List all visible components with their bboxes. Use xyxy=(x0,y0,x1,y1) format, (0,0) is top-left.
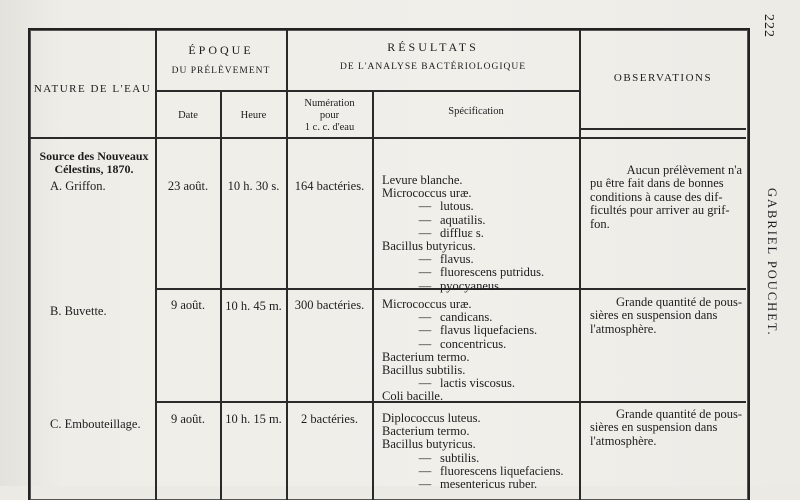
row-a-date: 23 août. xyxy=(167,179,209,193)
observation-line: ficultés pour arriver au grif- xyxy=(590,203,730,218)
header-resultats: RÉSULTATS xyxy=(387,40,479,54)
running-head: GABRIEL POUCHET. xyxy=(765,188,779,337)
row-b-heure: 10 h. 45 m. xyxy=(225,299,282,313)
row-a-specification xyxy=(382,174,544,293)
observation-line: Aucun prélèvement n'a xyxy=(626,163,742,177)
header-epoque: ÉPOQUE xyxy=(188,43,254,57)
specification-text: Bacterium termo. xyxy=(382,424,470,439)
ditto-dash: — xyxy=(418,278,432,293)
header-heure: Heure xyxy=(240,110,267,121)
ditto-dash: — xyxy=(418,199,432,214)
row-a-observations xyxy=(590,164,742,231)
specification-text: fluorescens liquefaciens. xyxy=(440,463,564,478)
ditto-dash: — xyxy=(418,376,432,391)
ditto-dash: — xyxy=(418,463,432,478)
ditto-dash: — xyxy=(418,323,432,338)
ditto-dash: — xyxy=(418,336,432,351)
ditto-dash: — xyxy=(418,225,432,240)
row-b-numeration: 300 bactéries. xyxy=(294,298,365,312)
observation-line: sières en suspension dans xyxy=(590,420,718,435)
header-epoque-sub: DU PRÉLÈVEMENT xyxy=(171,66,271,76)
row-c-nature: C. Embouteillage. xyxy=(50,417,141,431)
ditto-dash: — xyxy=(418,212,432,227)
observation-line: l'atmosphère. xyxy=(590,433,657,448)
row-b-date: 9 août. xyxy=(170,298,206,312)
specification-text: Diplococcus luteus. xyxy=(382,411,481,425)
row-c-observations xyxy=(590,408,742,448)
row-a-nature: A. Griffon. xyxy=(50,179,106,193)
row-c-specification xyxy=(382,412,564,491)
page-number: 222 xyxy=(761,14,776,38)
observation-line: pu être fait dans de bonnes xyxy=(590,176,724,191)
specification-text: aquatilis. xyxy=(440,212,486,227)
header-numeration: Numération pour 1 c. c. d'eau xyxy=(304,98,355,134)
specification-text: flavus. xyxy=(440,252,474,267)
header-nature: NATURE DE L'EAU xyxy=(33,83,152,95)
specification-text: Micrococcus uræ. xyxy=(382,297,472,311)
specification-text: flavus liquefaciens. xyxy=(440,323,538,338)
source-title: Source des Nouveaux Célestins, 1870. xyxy=(39,149,149,177)
row-b-specification xyxy=(382,298,537,404)
data-table xyxy=(28,28,750,500)
header-specification: Spécification xyxy=(448,106,504,117)
observation-line: Grande quantité de pous- xyxy=(615,407,742,421)
observation-line: Grande quantité de pous- xyxy=(615,295,742,309)
row-c-numeration: 2 bactéries. xyxy=(301,412,358,426)
specification-text: Micrococcus uræ. xyxy=(382,186,472,201)
specification-text: diffluε s. xyxy=(440,225,484,240)
row-b-observations xyxy=(590,296,742,336)
row-b-nature: B. Buvette. xyxy=(50,304,107,318)
specification-text: lutous. xyxy=(440,199,474,214)
specification-text: Bacillus butyricus. xyxy=(382,437,476,452)
specification-line xyxy=(382,280,544,293)
row-c-date: 9 août. xyxy=(170,412,206,426)
row-a-numeration: 164 bactéries. xyxy=(294,179,365,193)
specification-text: Bacillus butyricus. xyxy=(382,239,476,254)
ditto-dash: — xyxy=(418,450,432,465)
header-date: Date xyxy=(178,110,198,121)
row-c-heure: 10 h. 15 m. xyxy=(225,412,282,426)
ditto-dash: — xyxy=(418,252,432,267)
specification-text: candicans. xyxy=(440,310,493,325)
header-resultats-sub: DE L'ANALYSE BACTÉRIOLOGIQUE xyxy=(339,62,527,72)
ditto-dash: — xyxy=(418,265,432,280)
observation-line: conditions à cause des dif- xyxy=(590,189,723,204)
ditto-dash: — xyxy=(418,477,432,492)
observation-line: sières en suspension dans xyxy=(590,308,718,323)
specification-line xyxy=(382,390,537,403)
observation-line: l'atmosphère. xyxy=(590,321,657,336)
specification-text: concentricus. xyxy=(440,336,507,351)
specification-text: subtilis. xyxy=(440,450,480,465)
observation-line: fon. xyxy=(590,216,610,231)
specification-text: Coli bacille. xyxy=(382,389,444,404)
ditto-dash: — xyxy=(418,310,432,325)
header-observations: OBSERVATIONS xyxy=(613,72,713,84)
specification-text: Levure blanche. xyxy=(382,173,463,187)
specification-text: pyocyaneus. xyxy=(440,278,503,293)
row-a-heure: 10 h. 30 s. xyxy=(227,179,280,193)
specification-line xyxy=(382,478,564,491)
specification-text: mesentericus ruber. xyxy=(440,477,538,492)
specification-text: lactis viscosus. xyxy=(440,376,515,391)
specification-text: fluorescens putridus. xyxy=(440,265,545,280)
specification-text: Bacillus subtilis. xyxy=(382,363,466,378)
specification-text: Bacterium termo. xyxy=(382,349,470,364)
